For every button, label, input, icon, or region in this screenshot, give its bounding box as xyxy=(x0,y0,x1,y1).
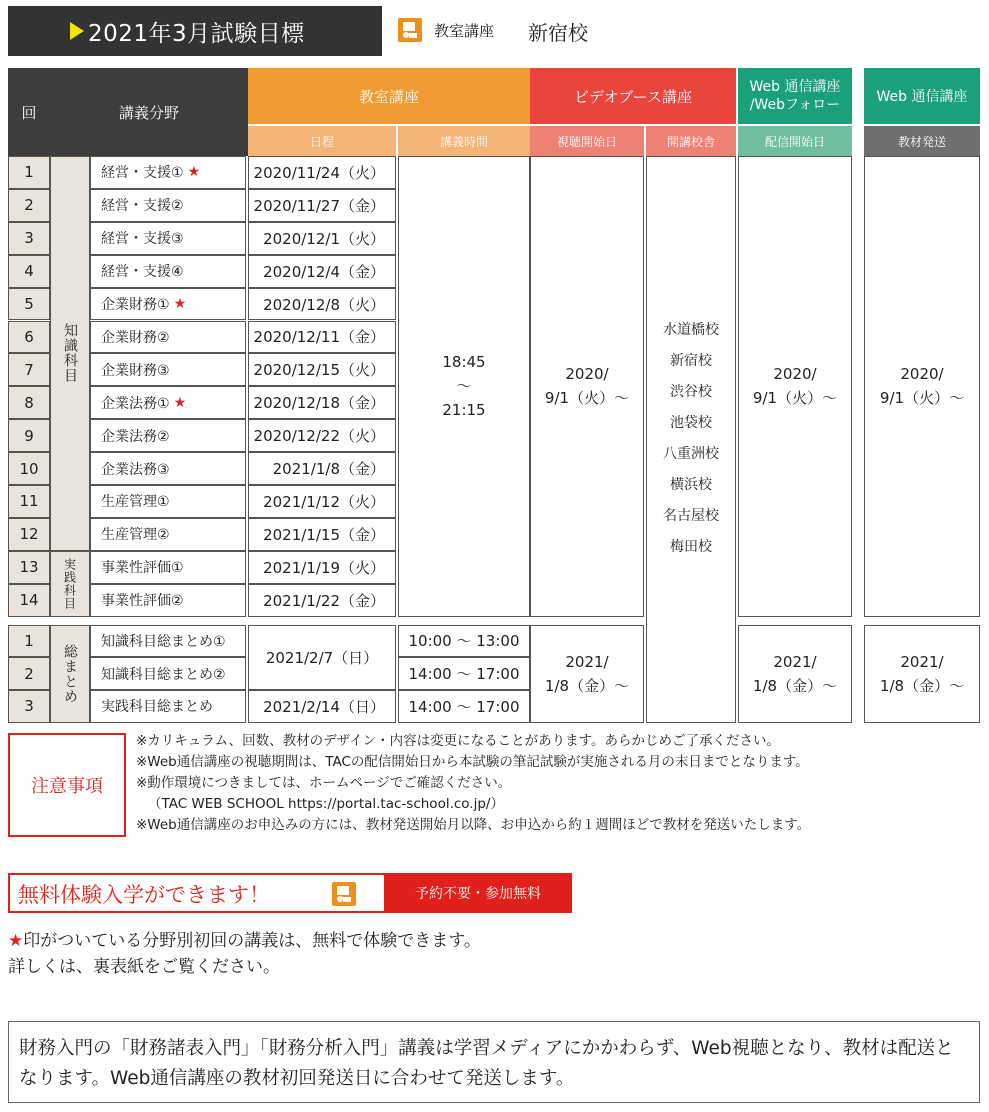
classroom-icon xyxy=(398,18,422,42)
page-title-bar xyxy=(8,6,382,56)
star-icon: ★ xyxy=(8,931,24,951)
notice-list xyxy=(136,731,810,836)
lecture-time: 14:00 ～ 17:00 xyxy=(398,657,530,690)
web-start-line1: 2020/ xyxy=(900,365,944,384)
round-number: 12 xyxy=(8,518,50,551)
summary-video-line1: 2021/ xyxy=(565,652,609,671)
lecture-time xyxy=(398,156,530,617)
lecture-subject-label: 経営・支援① xyxy=(101,165,184,182)
notice-line: ※Web通信講座の視聴期間は、TACの配信開始日から本試験の筆記試験が実施される月の末日までとなります。 xyxy=(136,754,809,770)
round-number: 8 xyxy=(8,386,50,419)
lecture-subject xyxy=(90,222,246,255)
lecture-date: 2021/1/12（火） xyxy=(248,485,396,518)
lecture-subject xyxy=(90,255,246,288)
summary-webfollow-line2: 1/8（金）～ xyxy=(752,676,838,695)
notice-line: ※動作環境につきましては、ホームページでご確認ください。 xyxy=(136,775,512,791)
lecture-subject-label: 経営・支援③ xyxy=(101,231,184,248)
header-web-follow-line1: Web 通信講座 xyxy=(749,79,841,95)
summary-video-line2: 1/8（金）～ xyxy=(544,676,630,695)
lecture-subject xyxy=(90,321,246,354)
lecture-date: 2020/12/15（火） xyxy=(248,353,396,386)
free-trial-description xyxy=(8,928,481,980)
time-end: 21:15 xyxy=(442,401,486,420)
category-practice: 実践科目 xyxy=(50,551,90,617)
lecture-time: 10:00 ～ 13:00 xyxy=(398,625,530,658)
lecture-subject xyxy=(90,386,246,419)
classroom-icon xyxy=(332,882,356,906)
summary-web-line1: 2021/ xyxy=(900,652,944,671)
lecture-subject xyxy=(90,189,246,222)
lecture-subject-label: 企業財務③ xyxy=(101,362,170,379)
lecture-date: 2021/1/15（金） xyxy=(248,518,396,551)
lecture-subject-label: 事業性評価① xyxy=(101,560,184,577)
lecture-date: 2020/12/8（火） xyxy=(248,288,396,321)
summary-video-start xyxy=(530,625,644,723)
video-start-date xyxy=(530,156,644,617)
notice-label: 注意事項 xyxy=(8,733,126,837)
lecture-date: 2021/1/19（火） xyxy=(248,551,396,584)
time-start: 18:45 xyxy=(442,353,486,372)
lecture-subject xyxy=(90,485,246,518)
star-icon: ★ xyxy=(173,394,187,411)
header-round: 回 xyxy=(8,68,50,156)
web-start-date xyxy=(864,156,980,617)
course-type-label: 教室講座 xyxy=(434,22,495,40)
category-summary: 総まとめ xyxy=(50,625,90,723)
campus-name: 梅田校 xyxy=(670,539,712,556)
round-number: 7 xyxy=(8,353,50,386)
lecture-subject-label: 企業法務③ xyxy=(101,461,170,478)
round-number: 1 xyxy=(8,625,50,658)
star-icon: ★ xyxy=(187,164,201,181)
header-campuses: 開講校舎 xyxy=(646,126,736,156)
campus-name: 八重洲校 xyxy=(663,446,719,463)
lecture-time: 14:00 ～ 17:00 xyxy=(398,690,530,723)
free-trial-badge: 予約不要・参加無料 xyxy=(384,875,572,911)
notice-line: ※カリキュラム、回数、教材のデザイン・内容は変更になることがあります。あらかじめご了承ください。 xyxy=(136,733,781,749)
lecture-date: 2021/2/14（日） xyxy=(248,690,396,723)
header-video: ビデオブース講座 xyxy=(530,68,736,124)
round-number: 3 xyxy=(8,222,50,255)
lecture-subject xyxy=(90,288,246,321)
header-classroom: 教室講座 xyxy=(248,68,530,124)
star-icon: ★ xyxy=(173,296,187,313)
lecture-date: 2021/1/22（金） xyxy=(248,584,396,617)
schedule-table xyxy=(8,68,980,716)
summary-web-line2: 1/8（金）～ xyxy=(879,676,965,695)
lecture-subject xyxy=(90,353,246,386)
lecture-date: 2020/12/1（火） xyxy=(248,222,396,255)
round-number: 2 xyxy=(8,189,50,222)
webfollow-start-date xyxy=(738,156,852,617)
lecture-subject-label: 企業法務② xyxy=(101,428,170,445)
lecture-date: 2021/1/8（金） xyxy=(248,452,396,485)
lecture-subject xyxy=(90,551,246,584)
lecture-date: 2020/12/4（金） xyxy=(248,255,396,288)
round-number: 13 xyxy=(8,551,50,584)
lecture-date: 2020/12/18（金） xyxy=(248,386,396,419)
free-trial-banner xyxy=(8,873,572,913)
campus-list xyxy=(646,156,736,723)
notice-line: ※Web通信講座のお申込みの方には、教材発送開始月以降、お申込から約１週間ほどで教材を発送いたします。 xyxy=(136,817,811,833)
lecture-subject-label: 生産管理② xyxy=(101,527,170,544)
campus-name: 横浜校 xyxy=(670,477,712,494)
time-tilde: ～ xyxy=(456,377,472,396)
header-delivery-start: 配信開始日 xyxy=(738,126,852,156)
lecture-date: 2020/11/24（火） xyxy=(248,156,396,189)
free-trial-line2: 詳しくは、裏表紙をご覧ください。 xyxy=(8,957,280,977)
lecture-subject xyxy=(90,452,246,485)
footer-note: 財務入門の「財務諸表入門」「財務分析入門」講義は学習メディアにかかわらず、Web視聴となり、教材は配送となります。Web通信講座の教材初回発送日に合わせて発送します。 xyxy=(8,1021,980,1103)
video-start-line2: 9/1（火）～ xyxy=(544,389,630,408)
round-number: 2 xyxy=(8,657,50,690)
lecture-subject-label: 経営・支援② xyxy=(101,198,184,215)
header-web-follow-line2: /Webフォロー xyxy=(749,97,841,113)
lecture-subject: 知識科目総まとめ② xyxy=(90,657,246,690)
round-number: 6 xyxy=(8,321,50,354)
header-web: Web 通信講座 xyxy=(864,68,980,124)
campus-name: 名古屋校 xyxy=(663,508,719,525)
header-schedule: 日程 xyxy=(248,126,396,156)
lecture-subject xyxy=(90,518,246,551)
free-trial-line1: 印がついている分野別初回の講義は、無料で体験できます。 xyxy=(23,931,481,951)
round-number: 1 xyxy=(8,156,50,189)
lecture-date: 2020/12/11（金） xyxy=(248,321,396,354)
free-trial-headline: 無料体験入学ができます！ xyxy=(18,883,270,907)
header-material-ship: 教材発送 xyxy=(864,126,980,156)
lecture-subject: 知識科目総まとめ① xyxy=(90,625,246,658)
lecture-subject-label: 経営・支援④ xyxy=(101,264,184,281)
campus-name: 新宿校 xyxy=(528,21,588,45)
lecture-subject-label: 生産管理① xyxy=(101,494,170,511)
campus-name: 渋谷校 xyxy=(670,384,712,401)
round-number: 4 xyxy=(8,255,50,288)
summary-web-start xyxy=(864,625,980,723)
round-number: 10 xyxy=(8,452,50,485)
round-number: 5 xyxy=(8,288,50,321)
header-field: 講義分野 xyxy=(50,68,248,156)
lecture-subject-label: 事業性評価② xyxy=(101,593,184,610)
round-number: 14 xyxy=(8,584,50,617)
header-web-follow xyxy=(738,68,852,124)
campus-name: 水道橋校 xyxy=(663,322,719,339)
lecture-subject xyxy=(90,584,246,617)
lecture-subject: 実践科目総まとめ xyxy=(90,690,246,723)
notice-line: （TAC WEB SCHOOL https://portal.tac-school.co.jp/） xyxy=(148,796,504,812)
campus-name: 池袋校 xyxy=(670,415,712,432)
lecture-subject-label: 企業財務② xyxy=(101,329,170,346)
lecture-subject-label: 企業財務① xyxy=(101,297,170,314)
webfollow-start-line2: 9/1（火）～ xyxy=(752,389,838,408)
web-start-line2: 9/1（火）～ xyxy=(879,389,965,408)
summary-webfollow-start xyxy=(738,625,852,723)
campus-name: 新宿校 xyxy=(670,353,712,370)
category-knowledge: 知識科目 xyxy=(50,156,90,551)
lecture-date: 2020/12/22（火） xyxy=(248,419,396,452)
lecture-subject xyxy=(90,156,246,189)
round-number: 9 xyxy=(8,419,50,452)
lecture-subject xyxy=(90,419,246,452)
page-title: 2021年3月試験目標 xyxy=(88,20,305,47)
header-time: 講義時間 xyxy=(398,126,530,156)
header-view-start: 視聴開始日 xyxy=(530,126,644,156)
webfollow-start-line1: 2020/ xyxy=(773,365,817,384)
round-number: 11 xyxy=(8,485,50,518)
round-number: 3 xyxy=(8,690,50,723)
lecture-date: 2021/2/7（日） xyxy=(248,625,396,690)
summary-webfollow-line1: 2021/ xyxy=(773,652,817,671)
video-start-line1: 2020/ xyxy=(565,365,609,384)
triangle-icon xyxy=(70,22,84,40)
lecture-date: 2020/11/27（金） xyxy=(248,189,396,222)
lecture-subject-label: 企業法務① xyxy=(101,395,170,412)
